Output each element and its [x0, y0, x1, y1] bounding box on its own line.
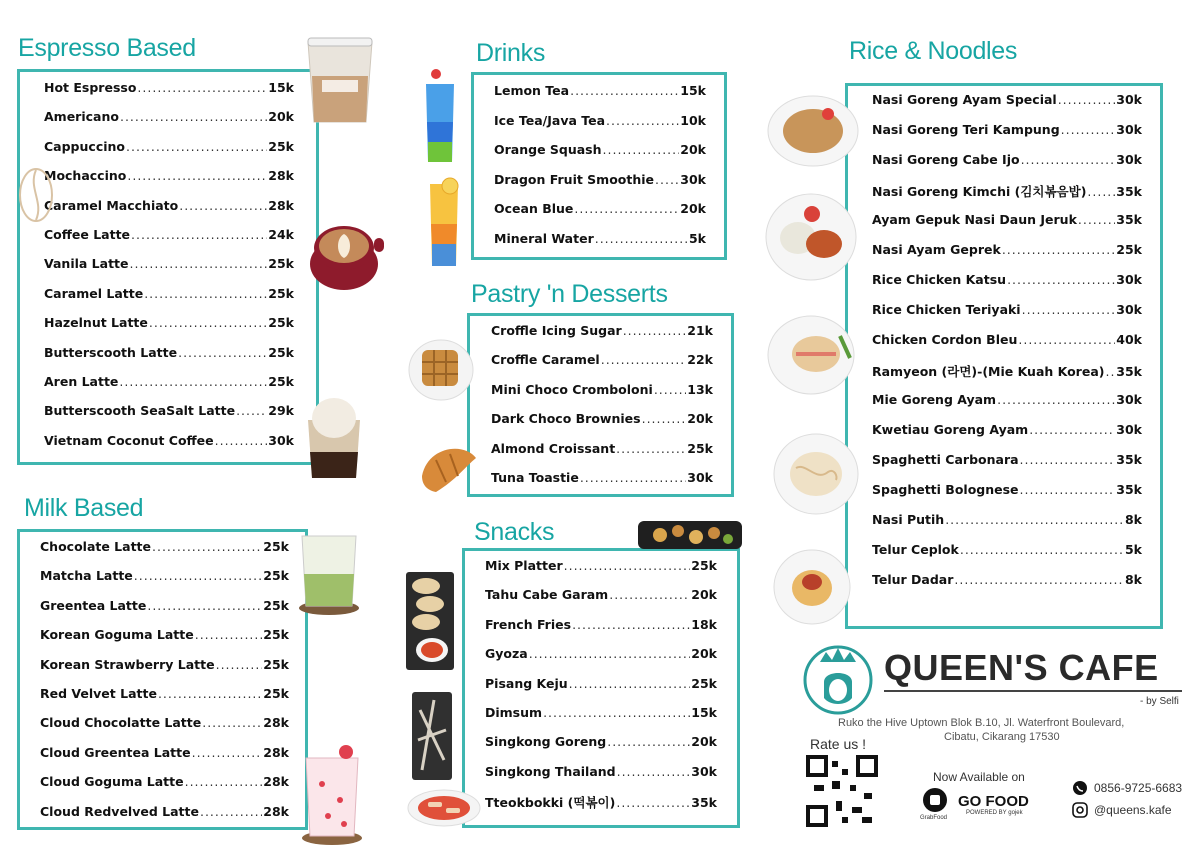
menu-item-name: Tahu Cabe Garam	[485, 587, 609, 603]
menu-item-leader	[134, 568, 263, 583]
menu-item-price: 20k	[687, 411, 713, 427]
coffee-bean-drawing	[14, 164, 58, 226]
espresso-menu-box	[17, 69, 319, 465]
menu-item-name: Vanila Latte	[44, 256, 129, 272]
menu-item-name: Cloud Goguma Latte	[40, 774, 184, 790]
menu-item-leader	[570, 83, 679, 98]
snacks-title: Snacks	[474, 518, 555, 546]
tteokbokki-photo	[406, 786, 482, 828]
menu-item	[40, 598, 289, 613]
menu-item-leader	[131, 227, 267, 242]
menu-item	[494, 142, 706, 157]
menu-item-leader	[1087, 184, 1115, 199]
menu-item-leader	[606, 113, 679, 128]
grabfood-icon[interactable]	[922, 787, 948, 813]
menu-item	[872, 452, 1142, 467]
menu-item-name: Mini Choco Cromboloni	[491, 381, 653, 397]
menu-item	[485, 705, 717, 720]
menu-item	[494, 172, 706, 187]
cassava-photo	[410, 690, 454, 782]
cordon-bleu-photo	[766, 314, 856, 396]
menu-item-name: Ayam Gepuk Nasi Daun Jeruk	[872, 212, 1077, 227]
menu-item	[40, 686, 289, 701]
menu-item-leader	[1007, 272, 1115, 287]
menu-item-leader	[202, 715, 262, 730]
menu-item-price: 25k	[268, 138, 294, 154]
menu-item	[485, 793, 717, 811]
menu-item-leader	[603, 142, 680, 157]
menu-item-price: 35k	[691, 795, 717, 811]
menu-item	[44, 256, 294, 271]
coconut-coffee-photo	[302, 394, 366, 480]
menu-item	[872, 332, 1142, 347]
menu-item	[44, 286, 294, 301]
menu-item-price: 8k	[1124, 512, 1142, 527]
fried-rice-photo	[766, 94, 860, 168]
menu-item	[872, 482, 1142, 497]
menu-item-name: Red Velvet Latte	[40, 686, 157, 701]
menu-item-leader	[236, 403, 267, 418]
menu-item-name: Chocolate Latte	[40, 539, 152, 554]
menu-item	[872, 392, 1142, 407]
brand-byline: - by Selfi	[1140, 696, 1179, 707]
menu-item-price: 28k	[263, 774, 289, 790]
strawberry-latte-photo	[300, 744, 364, 846]
menu-item-leader	[574, 201, 679, 216]
menu-item-name: Cloud Redvelved Latte	[40, 803, 199, 819]
queens-cafe-logo	[802, 640, 874, 716]
menu-item-price: 25k	[691, 675, 717, 691]
menu-item-leader	[654, 382, 686, 397]
menu-item-name: Nasi Goreng Teri Kampung	[872, 122, 1060, 137]
spaghetti-photo	[772, 548, 852, 626]
menu-item-leader	[1021, 152, 1116, 167]
menu-item	[44, 345, 294, 360]
menu-item-price: 28k	[263, 744, 289, 760]
menu-item-leader	[997, 392, 1115, 407]
menu-item	[491, 323, 713, 338]
menu-item-price: 35k	[1116, 212, 1142, 227]
menu-item-name: Mie Goreng Ayam	[872, 392, 997, 407]
iced-latte-photo	[300, 36, 380, 126]
menu-item	[40, 804, 289, 819]
menu-item-name: Orange Squash	[494, 142, 602, 157]
gyoza-photo	[404, 570, 456, 672]
menu-item	[491, 441, 713, 456]
menu-item	[485, 558, 717, 573]
menu-item-leader	[216, 657, 263, 672]
menu-item-price: 25k	[268, 285, 294, 301]
menu-item-name: Dark Choco Brownies	[491, 411, 641, 427]
menu-item-name: Croffle Icing Sugar	[491, 323, 622, 338]
snacks-list	[485, 558, 717, 825]
menu-item-leader	[1020, 452, 1116, 467]
menu-item-price: 25k	[268, 344, 294, 360]
menu-item-price: 25k	[263, 686, 289, 701]
menu-item	[44, 139, 294, 154]
menu-item	[44, 227, 294, 242]
menu-item-price: 35k	[1116, 364, 1142, 379]
pastry-title: Pastry 'n Desserts	[471, 280, 668, 308]
menu-item	[40, 539, 289, 554]
menu-item-leader	[119, 374, 267, 389]
menu-item	[40, 745, 289, 760]
menu-item-leader	[127, 168, 267, 183]
menu-item-leader	[158, 686, 262, 701]
menu-item	[872, 422, 1142, 437]
whatsapp-icon	[1072, 780, 1088, 796]
brand-name: QUEEN'S CAFE	[884, 647, 1159, 688]
menu-item-price: 30k	[687, 470, 713, 485]
menu-item-name: Cloud Greentea Latte	[40, 744, 191, 760]
menu-item-price: 10k	[680, 112, 706, 128]
menu-item	[872, 122, 1142, 137]
menu-item-name: Rice Chicken Katsu	[872, 272, 1007, 287]
menu-item-price: 25k	[268, 315, 294, 331]
menu-item	[494, 113, 706, 128]
menu-item-leader	[609, 587, 690, 602]
menu-item-leader	[192, 745, 263, 760]
menu-item	[872, 152, 1142, 167]
mix-platter-photo	[634, 513, 744, 553]
menu-item-price: 20k	[680, 142, 706, 157]
menu-item-price: 30k	[691, 763, 717, 779]
menu-item	[872, 212, 1142, 227]
menu-item-leader	[1029, 422, 1115, 437]
menu-item-leader	[149, 315, 267, 330]
menu-item	[44, 315, 294, 330]
menu-item-name: Korean Strawberry Latte	[40, 656, 215, 672]
menu-item-price: 30k	[1116, 152, 1142, 167]
menu-item-price: 28k	[268, 168, 294, 184]
menu-item-name: Lemon Tea	[494, 83, 570, 98]
menu-item-name: Mineral Water	[494, 230, 594, 246]
menu-item-leader	[1058, 92, 1116, 107]
menu-item-leader	[120, 109, 267, 124]
menu-item-price: 30k	[1116, 422, 1142, 437]
menu-item-price: 30k	[1116, 392, 1142, 407]
menu-item-leader	[616, 441, 686, 456]
drinks-menu-box	[471, 72, 727, 260]
milk-menu-box	[17, 529, 308, 830]
menu-item	[485, 587, 717, 602]
menu-item-leader	[130, 256, 268, 271]
menu-item-leader	[1020, 482, 1116, 497]
menu-item-leader	[1105, 364, 1115, 379]
menu-item-leader	[617, 764, 691, 779]
menu-item	[40, 657, 289, 672]
menu-item-price: 30k	[680, 171, 706, 187]
menu-item-leader	[642, 411, 687, 426]
address-line-1: Ruko the Hive Uptown Blok B.10, Jl. Waterfront Boulevard,	[838, 717, 1125, 729]
menu-item-price: 20k	[691, 734, 717, 750]
menu-item	[491, 470, 713, 485]
menu-item-price: 8k	[1124, 572, 1142, 587]
menu-item-price: 24k	[268, 227, 294, 242]
menu-item-name: Caramel Latte	[44, 285, 144, 301]
menu-item-leader	[152, 539, 262, 554]
menu-item-name: Kwetiau Goreng Ayam	[872, 422, 1029, 437]
menu-item-name: Tteokbokki (떡볶이)	[485, 795, 616, 811]
menu-item-price: 30k	[268, 432, 294, 448]
menu-item-name: Hazelnut Latte	[44, 315, 148, 331]
menu-item-price: 28k	[263, 715, 289, 731]
gofood-logo[interactable]: GO FOOD	[958, 793, 1029, 810]
snacks-menu-box	[462, 548, 740, 828]
menu-item	[485, 734, 717, 749]
menu-item	[485, 676, 717, 691]
orange-mocktail-photo	[422, 174, 466, 270]
menu-item-leader	[178, 345, 267, 360]
menu-item-leader	[595, 231, 688, 246]
menu-item	[491, 352, 713, 367]
menu-item-leader	[1022, 302, 1116, 317]
espresso-title: Espresso Based	[18, 34, 196, 62]
menu-item-price: 28k	[268, 197, 294, 213]
menu-item-name: Ocean Blue	[494, 201, 574, 216]
menu-item-leader	[1061, 122, 1116, 137]
menu-item-price: 25k	[691, 558, 717, 573]
menu-item	[872, 242, 1142, 257]
milk-list	[40, 539, 289, 827]
menu-item-name: Ice Tea/Java Tea	[494, 112, 606, 128]
menu-item-leader	[1002, 242, 1115, 257]
menu-item-price: 30k	[1116, 92, 1142, 107]
menu-item-price: 20k	[680, 201, 706, 216]
noodles-photo	[772, 432, 860, 516]
menu-item-name: Spaghetti Carbonara	[872, 452, 1019, 467]
menu-item	[494, 201, 706, 216]
menu-item-price: 20k	[691, 646, 717, 662]
menu-item-name: Tuna Toastie	[491, 470, 579, 485]
menu-item-price: 25k	[263, 627, 289, 643]
menu-item-leader	[144, 286, 267, 301]
menu-item-leader	[616, 795, 690, 810]
latte-art-photo	[306, 216, 386, 294]
menu-item-name: Gyoza	[485, 646, 528, 662]
menu-item-price: 15k	[691, 705, 717, 720]
menu-item-name: Cloud Chocolatte Latte	[40, 715, 202, 731]
menu-item-name: Americano	[44, 109, 119, 125]
menu-item-leader	[529, 646, 691, 661]
menu-item-price: 30k	[1116, 272, 1142, 287]
menu-item-price: 15k	[268, 80, 294, 95]
menu-item-price: 20k	[268, 109, 294, 125]
menu-item-price: 13k	[687, 381, 713, 397]
menu-item-price: 25k	[263, 656, 289, 672]
menu-item-name: Pisang Keju	[485, 675, 568, 691]
menu-item-leader	[954, 572, 1124, 587]
menu-item-leader	[200, 804, 262, 819]
rice-list	[872, 92, 1142, 626]
rice-menu-box	[845, 83, 1163, 629]
menu-item	[872, 572, 1142, 587]
menu-item-price: 35k	[1116, 482, 1142, 497]
menu-item-leader	[572, 617, 690, 632]
pastry-list	[491, 323, 713, 494]
menu-item-leader	[215, 433, 268, 448]
menu-item-name: French Fries	[485, 616, 572, 632]
menu-item	[40, 568, 289, 583]
menu-item-name: Nasi Ayam Geprek	[872, 242, 1001, 257]
menu-item-name: Greentea Latte	[40, 597, 147, 613]
menu-item-name: Matcha Latte	[40, 568, 133, 584]
menu-item	[485, 617, 717, 632]
chicken-rice-photo	[764, 192, 858, 282]
brand-divider	[884, 690, 1182, 692]
gofood-subtitle: POWERED BY gojek	[966, 810, 1023, 816]
menu-item	[872, 362, 1142, 380]
menu-item-price: 35k	[1116, 184, 1142, 199]
menu-item	[491, 382, 713, 397]
menu-item-leader	[137, 80, 267, 95]
menu-item-leader	[960, 542, 1124, 557]
qr-code[interactable]	[806, 755, 878, 827]
espresso-list	[44, 80, 294, 462]
menu-item-name: Almond Croissant	[491, 440, 616, 456]
menu-item	[485, 764, 717, 779]
menu-item-leader	[1018, 332, 1115, 347]
menu-item-name: Dimsum	[485, 705, 543, 720]
menu-item-leader	[601, 352, 687, 367]
pastry-menu-box	[467, 313, 734, 497]
menu-item	[872, 92, 1142, 107]
menu-item-price: 18k	[691, 616, 717, 632]
menu-item	[44, 80, 294, 95]
drinks-title: Drinks	[476, 39, 546, 67]
menu-item-price: 28k	[263, 803, 289, 819]
menu-item-name: Aren Latte	[44, 374, 119, 389]
menu-item	[44, 109, 294, 124]
menu-item-price: 20k	[691, 587, 717, 603]
menu-item-price: 25k	[263, 539, 289, 554]
instagram-icon	[1072, 802, 1088, 818]
menu-item-leader	[945, 512, 1124, 527]
menu-item-name: Croffle Caramel	[491, 352, 600, 368]
menu-item-price: 29k	[268, 403, 294, 419]
milk-title: Milk Based	[24, 494, 144, 522]
menu-item-price: 5k	[1124, 542, 1142, 557]
menu-item-price: 22k	[687, 352, 713, 368]
menu-item	[40, 715, 289, 730]
menu-item-name: Hot Espresso	[44, 80, 137, 95]
menu-item	[872, 302, 1142, 317]
menu-item-name: Chicken Cordon Bleu	[872, 332, 1018, 347]
menu-item-price: 25k	[263, 568, 289, 584]
croffle-photo	[406, 336, 476, 402]
rate-us-label: Rate us !	[810, 736, 867, 752]
menu-item-name: Butterscooth SeaSalt Latte	[44, 403, 236, 419]
menu-item-name: Caramel Macchiato	[44, 197, 179, 213]
menu-item-leader	[195, 627, 263, 642]
menu-item	[491, 411, 713, 426]
menu-item	[40, 627, 289, 642]
menu-item-name: Butterscooth Latte	[44, 344, 178, 360]
address-line-2: Cibatu, Cikarang 17530	[944, 731, 1060, 743]
menu-item-name: Nasi Putih	[872, 512, 945, 527]
menu-item	[44, 374, 294, 389]
menu-item-price: 25k	[1116, 242, 1142, 257]
menu-item-name: Singkong Thailand	[485, 763, 616, 779]
menu-item	[872, 272, 1142, 287]
menu-item-name: Rice Chicken Teriyaki	[872, 302, 1021, 317]
menu-item	[872, 542, 1142, 557]
menu-item-leader	[623, 323, 687, 338]
menu-item-name: Spaghetti Bolognese	[872, 482, 1019, 497]
menu-item	[44, 433, 294, 448]
menu-item-price: 35k	[1116, 452, 1142, 467]
menu-item	[494, 231, 706, 246]
menu-item-name: Mochaccino	[44, 168, 127, 184]
menu-item-name: Nasi Goreng Cabe Ijo	[872, 152, 1020, 167]
menu-item-price: 40k	[1116, 332, 1142, 347]
menu-item-leader	[1078, 212, 1115, 227]
menu-item	[872, 182, 1142, 200]
menu-item	[44, 403, 294, 418]
menu-item-leader	[607, 734, 690, 749]
menu-item	[44, 198, 294, 213]
menu-item-leader	[126, 139, 267, 154]
phone-number[interactable]: 0856-9725-6683	[1094, 781, 1183, 795]
menu-item-name: Ramyeon (라면)-(Mie Kuah Korea)	[872, 364, 1105, 379]
drinks-list	[494, 83, 706, 257]
menu-item	[40, 774, 289, 789]
available-on-label: Now Available on	[933, 770, 1025, 784]
menu-item-price: 25k	[268, 256, 294, 272]
menu-item	[485, 646, 717, 661]
menu-item-name: Dragon Fruit Smoothie	[494, 171, 655, 187]
menu-item-name: Telur Dadar	[872, 572, 954, 587]
menu-item-price: 30k	[1116, 302, 1142, 317]
menu-item-leader	[179, 198, 267, 213]
menu-item-leader	[185, 774, 263, 789]
menu-item-name: Nasi Goreng Kimchi (김치볶음밥)	[872, 184, 1087, 199]
menu-item-name: Telur Ceplok	[872, 542, 959, 557]
instagram-handle[interactable]: @queens.kafe	[1094, 803, 1172, 817]
menu-item-name: Coffee Latte	[44, 227, 131, 242]
menu-item-name: Nasi Goreng Ayam Special	[872, 92, 1057, 107]
menu-item-price: 5k	[688, 230, 706, 246]
menu-item-leader	[147, 598, 262, 613]
menu-item-leader	[569, 676, 691, 691]
menu-item-name: Korean Goguma Latte	[40, 627, 194, 643]
menu-item	[872, 512, 1142, 527]
blue-mocktail-photo	[416, 62, 464, 166]
menu-item-leader	[543, 705, 690, 720]
menu-item	[44, 168, 294, 183]
menu-item-leader	[655, 172, 679, 187]
menu-item-price: 25k	[268, 374, 294, 389]
matcha-photo	[296, 528, 362, 616]
menu-item-price: 25k	[687, 440, 713, 456]
menu-item-name: Vietnam Coconut Coffee	[44, 432, 214, 448]
menu-item	[494, 83, 706, 98]
rice-title: Rice & Noodles	[849, 37, 1018, 65]
menu-item-price: 25k	[263, 597, 289, 613]
menu-item-price: 15k	[680, 83, 706, 98]
menu-item-name: Singkong Goreng	[485, 734, 607, 750]
menu-item-price: 21k	[687, 323, 713, 338]
menu-item-name: Mix Platter	[485, 558, 563, 573]
croissant-photo	[416, 436, 482, 498]
grabfood-label: GrabFood	[920, 815, 948, 821]
menu-item-leader	[580, 470, 686, 485]
menu-item-leader	[564, 558, 691, 573]
menu-item-price: 30k	[1116, 122, 1142, 137]
menu-item-name: Cappuccino	[44, 138, 125, 154]
